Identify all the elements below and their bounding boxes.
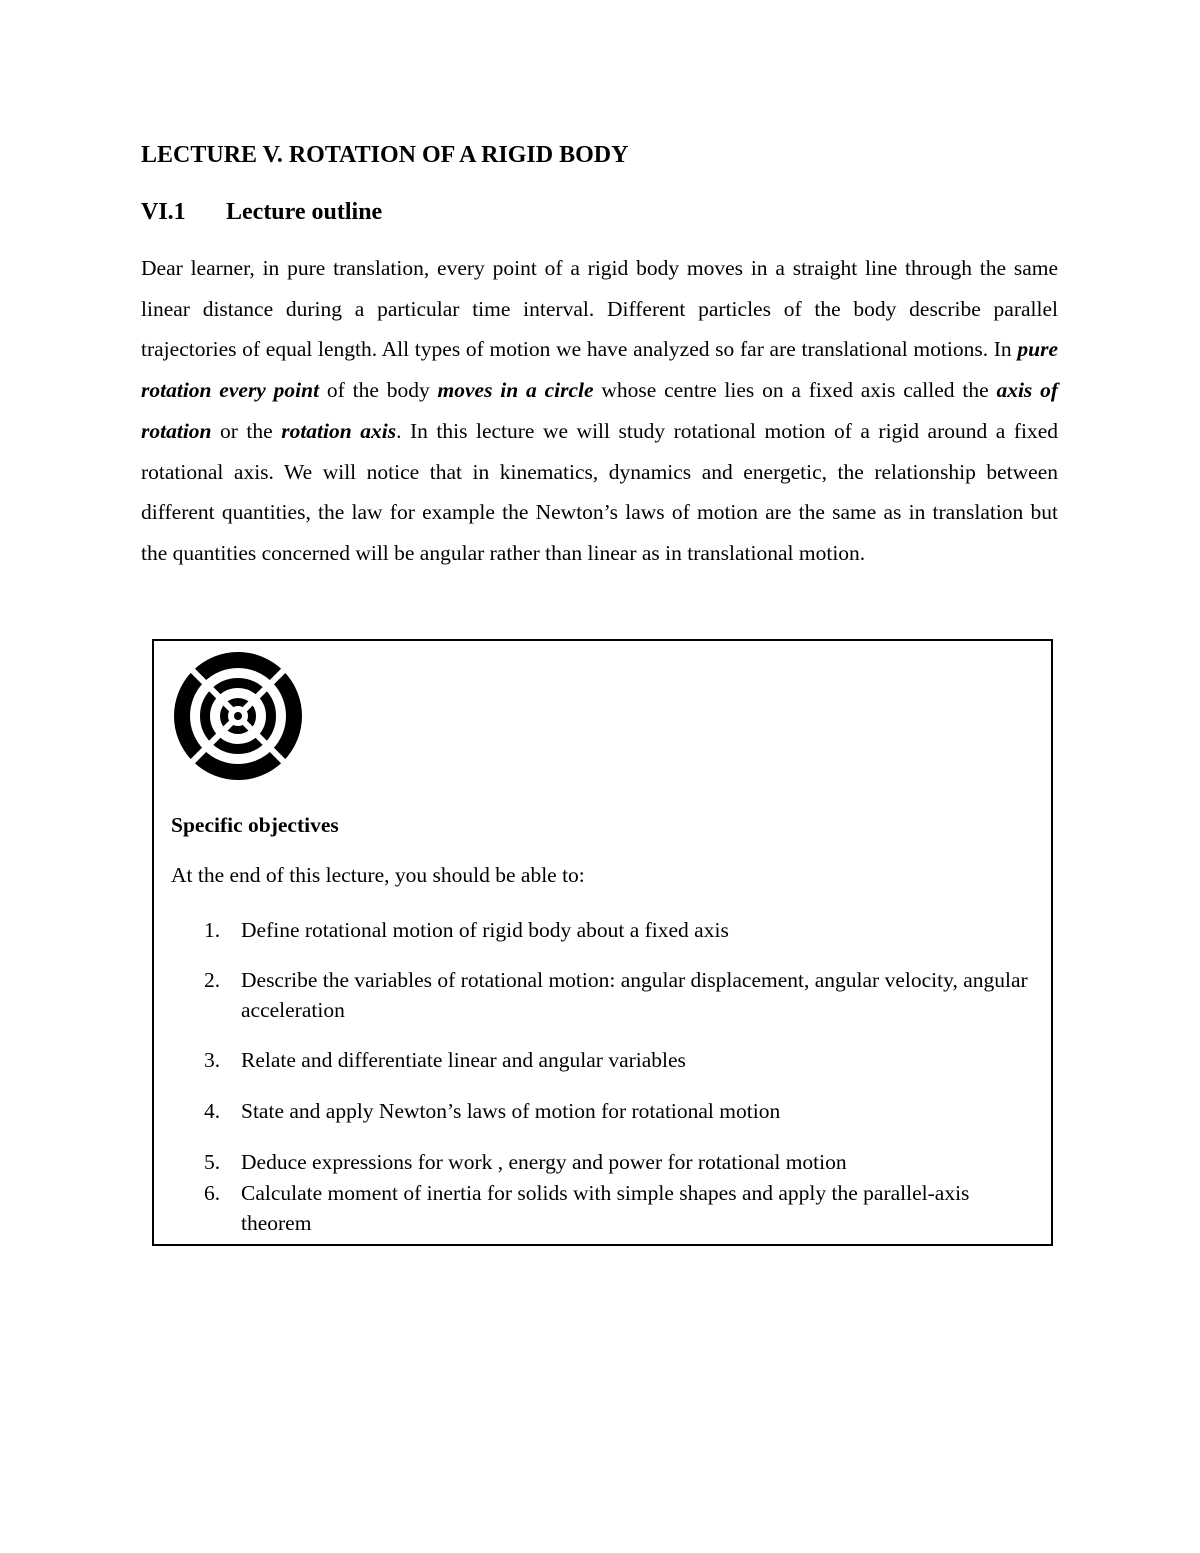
emphasis-pure-rotation: pure rotation every point <box>141 337 1058 403</box>
emphasis-axis-of-rotation: axis of rotation <box>141 378 1059 443</box>
objective-text: Calculate moment of inertia for solids with simple shapes and apply the parallel-axis theorem <box>241 1181 970 1235</box>
objective-item <box>204 1045 1034 1075</box>
paragraph-text: . In this lecture we will study rotational motion of a rigid around a fixed rotational axis. We will notice that in kinematics, dynamics and energetic, the relationship between different quantities, the law for example the Newton’s laws of motion are the same as in translation but the quantities concerned will be angular rather than linear as in translational motion. <box>141 418 1058 565</box>
objective-item <box>204 1096 1034 1126</box>
paragraph-text: Dear learner, in pure translation, every point of a rigid body moves in a straight line through the same linear distance during a particular time interval. Different particles of the body describe parallel trajectories of equal length. All types of motion we have analyzed so far are translational motions. In <box>141 256 1058 362</box>
intro-paragraph <box>141 248 1058 574</box>
objective-number: 3. <box>204 1048 221 1072</box>
objective-number: 4. <box>204 1099 221 1123</box>
section-number: VI.1 <box>141 199 186 225</box>
objective-text: Describe the variables of rotational motion: angular displacement, angular velocity, angular acceleration <box>241 968 1028 1022</box>
objectives-box <box>152 639 1053 1246</box>
objective-item <box>204 1147 1034 1177</box>
target-icon <box>172 649 304 783</box>
objective-number: 2. <box>204 968 221 992</box>
section-heading <box>141 199 382 226</box>
objective-text: Define rotational motion of rigid body about a fixed axis <box>241 918 729 942</box>
objective-number: 1. <box>204 918 221 942</box>
emphasis-rotation-axis: rotation axis <box>281 418 397 443</box>
paragraph-text: or the <box>211 418 282 443</box>
objective-number: 5. <box>204 1150 221 1174</box>
emphasis-moves-in-circle: moves in a circle <box>437 378 594 403</box>
paragraph-text: of the body <box>319 378 438 403</box>
objective-text: State and apply Newton’s laws of motion for rotational motion <box>241 1099 781 1123</box>
objective-text: Deduce expressions for work , energy and power for rotational motion <box>241 1150 847 1174</box>
objectives-intro: At the end of this lecture, you should be able to: <box>171 863 585 887</box>
objective-item <box>204 1178 1034 1238</box>
objectives-heading: Specific objectives <box>171 813 339 837</box>
paragraph-text: whose centre lies on a fixed axis called the <box>593 378 997 403</box>
section-title: Lecture outline <box>226 199 383 225</box>
objective-number: 6. <box>204 1181 221 1205</box>
objective-item <box>204 965 1034 1025</box>
objective-item <box>204 915 1034 945</box>
objective-text: Relate and differentiate linear and angular variables <box>241 1048 686 1072</box>
lecture-title: LECTURE V. ROTATION OF A RIGID BODY <box>141 142 629 168</box>
